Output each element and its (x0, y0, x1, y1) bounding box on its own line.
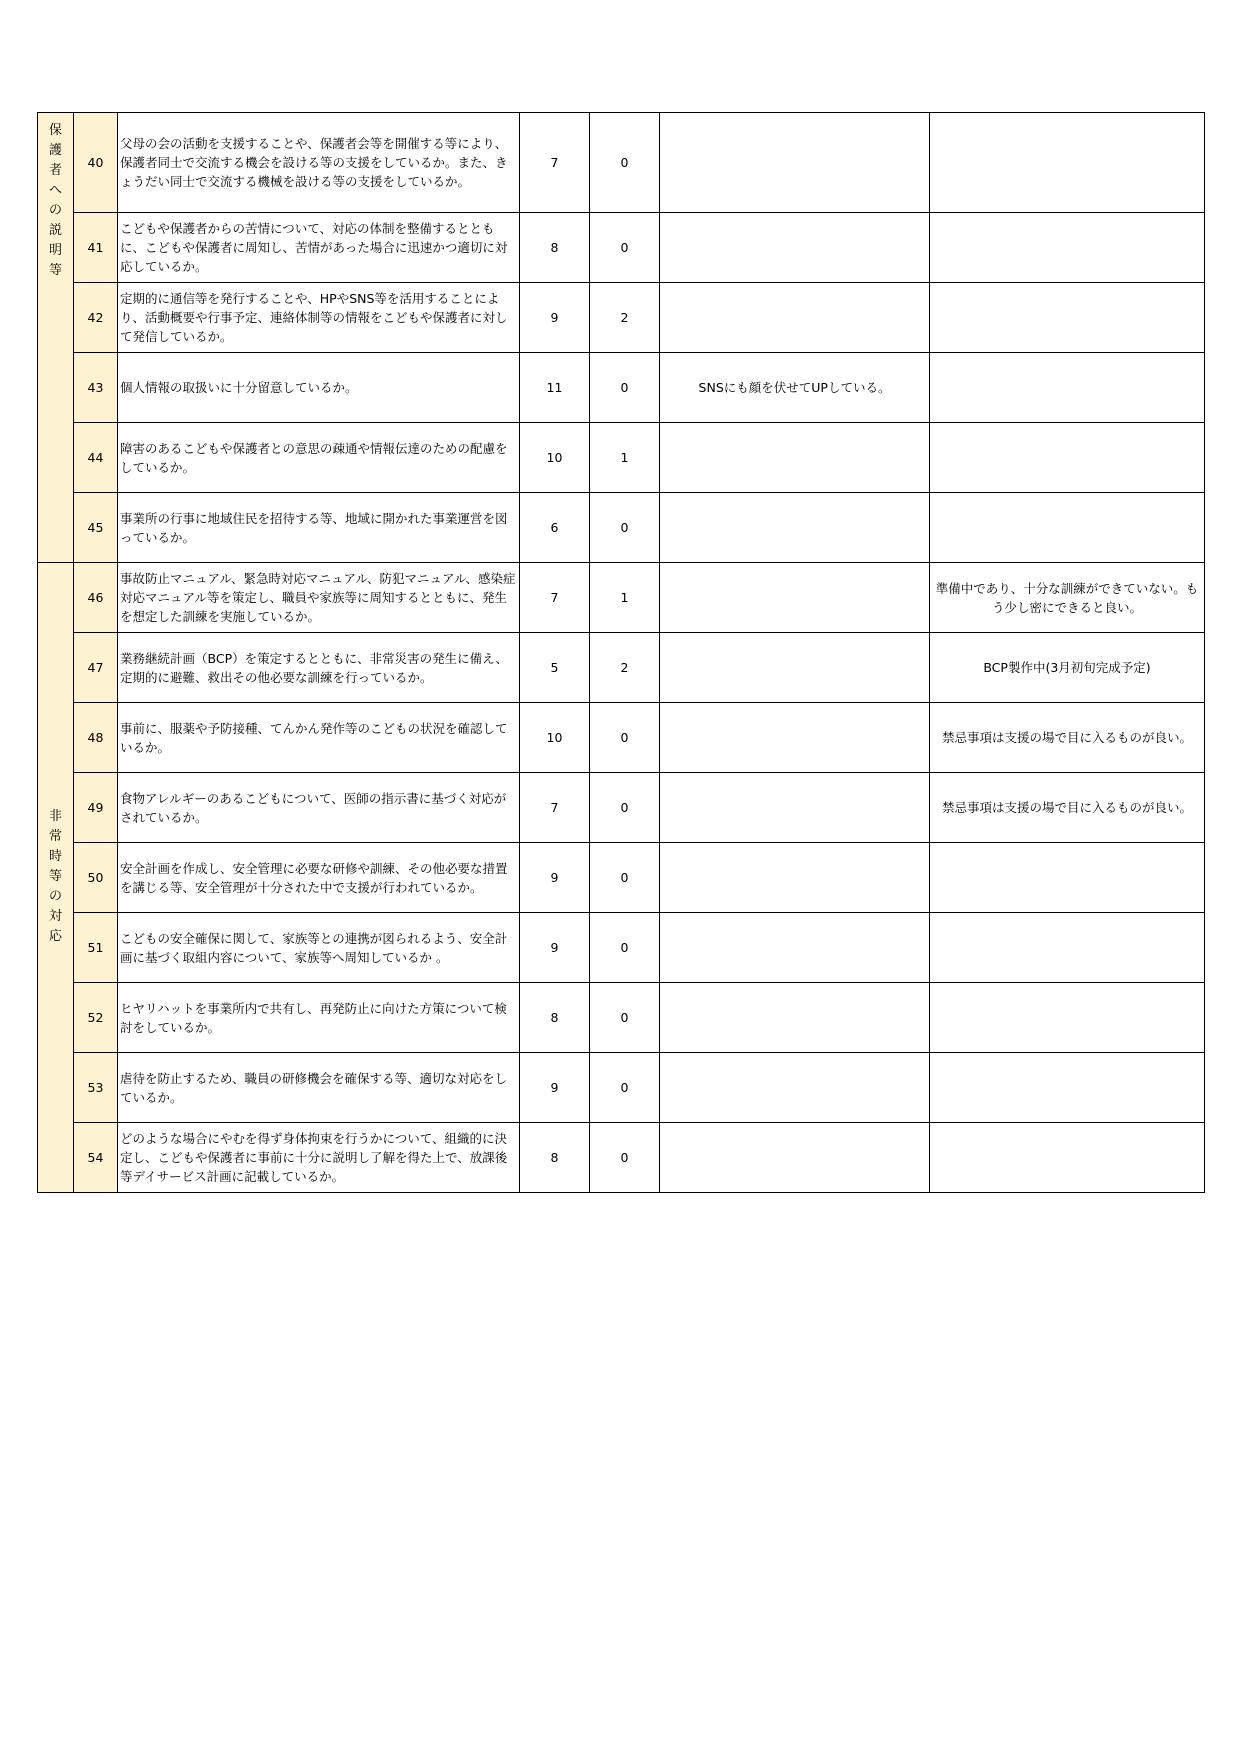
section-label: 保護者への説明等 (49, 123, 63, 278)
yes-count: 8 (520, 983, 590, 1053)
no-count: 0 (590, 113, 660, 213)
section-label-cell (38, 563, 74, 1193)
improvement-cell (930, 283, 1205, 353)
question-text: どのような場合にやむを得ず身体拘束を行うかについて、組織的に決定し、こどもや保護者に事前に十分に説明し了解を得た上で、放課後等デイサービス計画に記載しているか。 (118, 1123, 520, 1193)
improvement-cell: 禁忌事項は支援の場で目に入るものが良い。 (930, 703, 1205, 773)
yes-count: 9 (520, 843, 590, 913)
question-text: 安全計画を作成し、安全管理に必要な研修や訓練、その他必要な措置を講じる等、安全管理が十分された中で支援が行われているか。 (118, 843, 520, 913)
table-row (38, 113, 1205, 213)
improvement-cell (930, 493, 1205, 563)
item-number: 53 (74, 1053, 118, 1123)
no-count: 0 (590, 843, 660, 913)
table-row (38, 1053, 1205, 1123)
section-label: 非常時等の対応 (49, 809, 63, 944)
no-count: 0 (590, 703, 660, 773)
improvement-cell (930, 423, 1205, 493)
question-text: 食物アレルギーのあるこどもについて、医師の指示書に基づく対応がされているか。 (118, 773, 520, 843)
no-count: 1 (590, 423, 660, 493)
question-text: ヒヤリハットを事業所内で共有し、再発防止に向けた方策について検討をしているか。 (118, 983, 520, 1053)
comment-cell (660, 493, 930, 563)
table-row (38, 353, 1205, 423)
comment-cell: SNSにも顔を伏せてUPしている。 (660, 353, 930, 423)
no-count: 0 (590, 773, 660, 843)
improvement-cell (930, 353, 1205, 423)
comment-cell (660, 633, 930, 703)
no-count: 0 (590, 1123, 660, 1193)
item-number: 43 (74, 353, 118, 423)
yes-count: 10 (520, 703, 590, 773)
question-text: こどもや保護者からの苦情について、対応の体制を整備するとともに、こどもや保護者に周知し、苦情があった場合に迅速かつ適切に対応しているか。 (118, 213, 520, 283)
table-row (38, 913, 1205, 983)
comment-cell (660, 113, 930, 213)
no-count: 0 (590, 493, 660, 563)
comment-cell (660, 843, 930, 913)
no-count: 0 (590, 353, 660, 423)
improvement-cell (930, 983, 1205, 1053)
improvement-cell (930, 843, 1205, 913)
yes-count: 9 (520, 913, 590, 983)
yes-count: 7 (520, 773, 590, 843)
question-text: 虐待を防止するため、職員の研修機会を確保する等、適切な対応をしているか。 (118, 1053, 520, 1123)
table-row (38, 773, 1205, 843)
no-count: 0 (590, 213, 660, 283)
section-label-cell (38, 113, 74, 563)
item-number: 47 (74, 633, 118, 703)
item-number: 54 (74, 1123, 118, 1193)
comment-cell (660, 1053, 930, 1123)
table-row (38, 213, 1205, 283)
item-number: 48 (74, 703, 118, 773)
yes-count: 8 (520, 213, 590, 283)
question-text: 個人情報の取扱いに十分留意しているか。 (118, 353, 520, 423)
no-count: 0 (590, 1053, 660, 1123)
table-row (38, 563, 1205, 633)
yes-count: 7 (520, 113, 590, 213)
question-text: 業務継続計画（BCP）を策定するとともに、非常災害の発生に備え、定期的に避難、救出その他必要な訓練を行っているか。 (118, 633, 520, 703)
question-text: 事故防止マニュアル、緊急時対応マニュアル、防犯マニュアル、感染症対応マニュアル等を策定し、職員や家族等に周知するとともに、発生を想定した訓練を実施しているか。 (118, 563, 520, 633)
table-row (38, 493, 1205, 563)
comment-cell (660, 983, 930, 1053)
no-count: 1 (590, 563, 660, 633)
comment-cell (660, 773, 930, 843)
table-row (38, 703, 1205, 773)
item-number: 42 (74, 283, 118, 353)
yes-count: 9 (520, 283, 590, 353)
yes-count: 7 (520, 563, 590, 633)
question-text: 父母の会の活動を支援することや、保護者会等を開催する等により、保護者同士で交流する機会を設ける等の支援をしているか。また、きょうだい同士で交流する機械を設ける等の支援をしているか。 (118, 113, 520, 213)
improvement-cell (930, 1123, 1205, 1193)
improvement-cell: 準備中であり、十分な訓練ができていない。もう少し密にできると良い。 (930, 563, 1205, 633)
improvement-cell: BCP製作中(3月初旬完成予定) (930, 633, 1205, 703)
table-row (38, 633, 1205, 703)
no-count: 0 (590, 913, 660, 983)
item-number: 52 (74, 983, 118, 1053)
yes-count: 6 (520, 493, 590, 563)
comment-cell (660, 423, 930, 493)
evaluation-table (37, 112, 1205, 1193)
yes-count: 10 (520, 423, 590, 493)
improvement-cell (930, 913, 1205, 983)
table-row (38, 283, 1205, 353)
improvement-cell (930, 113, 1205, 213)
question-text: 障害のあるこどもや保護者との意思の疎通や情報伝達のための配慮をしているか。 (118, 423, 520, 493)
table-row (38, 1123, 1205, 1193)
improvement-cell (930, 213, 1205, 283)
comment-cell (660, 563, 930, 633)
table-row (38, 983, 1205, 1053)
yes-count: 5 (520, 633, 590, 703)
no-count: 0 (590, 983, 660, 1053)
item-number: 50 (74, 843, 118, 913)
no-count: 2 (590, 633, 660, 703)
question-text: 定期的に通信等を発行することや、HPやSNS等を活用することにより、活動概要や行事予定、連絡体制等の情報をこどもや保護者に対して発信しているか。 (118, 283, 520, 353)
yes-count: 8 (520, 1123, 590, 1193)
comment-cell (660, 213, 930, 283)
improvement-cell (930, 1053, 1205, 1123)
question-text: 事前に、服薬や予防接種、てんかん発作等のこどもの状況を確認しているか。 (118, 703, 520, 773)
table-row (38, 843, 1205, 913)
comment-cell (660, 1123, 930, 1193)
comment-cell (660, 913, 930, 983)
question-text: 事業所の行事に地域住民を招待する等、地域に開かれた事業運営を図っているか。 (118, 493, 520, 563)
question-text: こどもの安全確保に関して、家族等との連携が図られるよう、安全計画に基づく取組内容について、家族等へ周知しているか 。 (118, 913, 520, 983)
item-number: 44 (74, 423, 118, 493)
comment-cell (660, 283, 930, 353)
table-row (38, 423, 1205, 493)
comment-cell (660, 703, 930, 773)
no-count: 2 (590, 283, 660, 353)
improvement-cell: 禁忌事項は支援の場で目に入るものが良い。 (930, 773, 1205, 843)
item-number: 51 (74, 913, 118, 983)
yes-count: 11 (520, 353, 590, 423)
yes-count: 9 (520, 1053, 590, 1123)
item-number: 49 (74, 773, 118, 843)
item-number: 45 (74, 493, 118, 563)
item-number: 41 (74, 213, 118, 283)
item-number: 40 (74, 113, 118, 213)
item-number: 46 (74, 563, 118, 633)
